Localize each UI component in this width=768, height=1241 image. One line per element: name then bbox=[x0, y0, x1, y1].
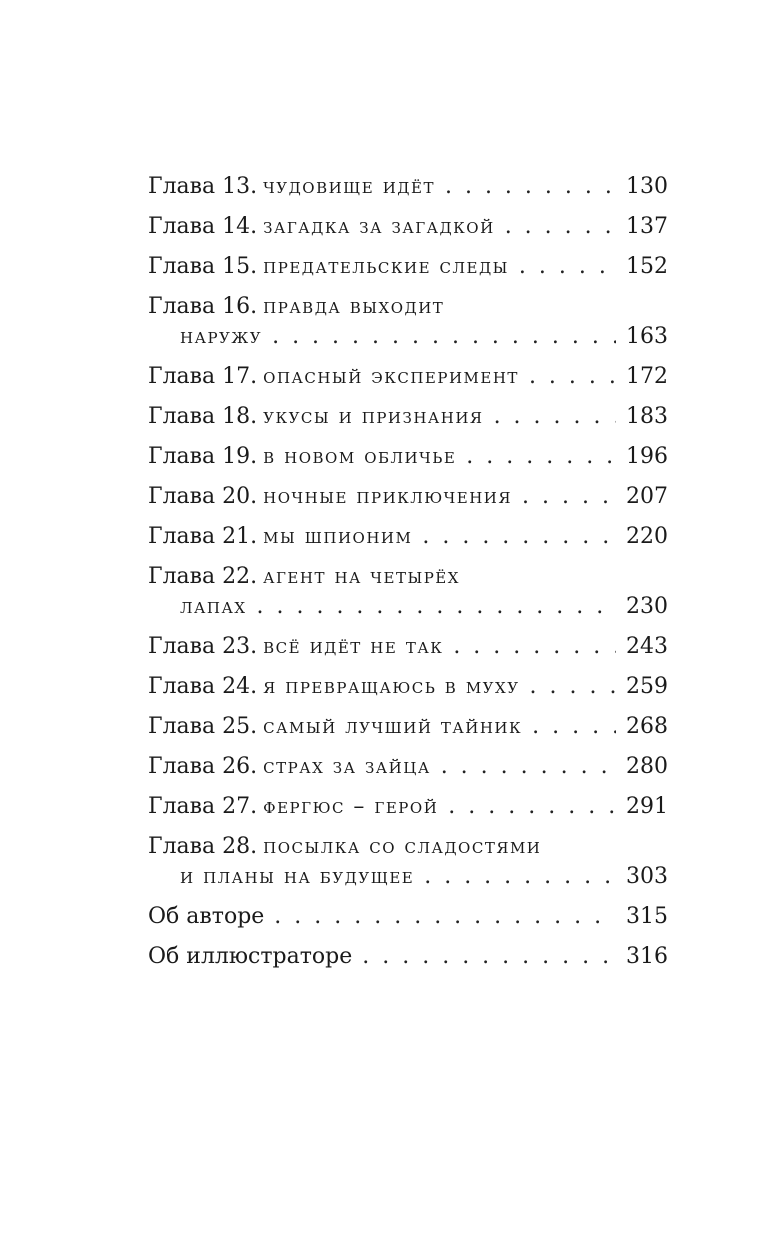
toc-line bbox=[148, 212, 668, 242]
chapter-label: Глава 25. bbox=[148, 714, 258, 739]
page-number: 172 bbox=[626, 364, 668, 389]
chapter-label: Глава 15. bbox=[148, 254, 258, 279]
chapter-title: загадка за загадкой bbox=[263, 214, 495, 239]
dot-leader bbox=[530, 672, 616, 702]
page-number: 259 bbox=[626, 674, 668, 699]
chapter-title: посылка со сладостями bbox=[263, 834, 542, 859]
dot-leader bbox=[466, 442, 616, 472]
dot-leader bbox=[532, 712, 616, 742]
chapter-label: Глава 19. bbox=[148, 444, 258, 469]
toc-line bbox=[148, 292, 668, 322]
toc-line bbox=[148, 862, 668, 892]
chapter-title: укусы и признания bbox=[263, 404, 484, 429]
chapter-title: предательские следы bbox=[263, 254, 509, 279]
dot-leader bbox=[445, 172, 616, 202]
toc-entry bbox=[148, 362, 668, 392]
page-number: 220 bbox=[626, 524, 668, 549]
dot-leader bbox=[529, 362, 616, 392]
chapter-label: Глава 14. bbox=[148, 214, 258, 239]
page-number: 130 bbox=[626, 174, 668, 199]
toc-entry bbox=[148, 792, 668, 822]
toc-line bbox=[148, 792, 668, 822]
toc-line bbox=[148, 832, 668, 862]
page-number: 291 bbox=[626, 794, 668, 819]
dot-leader bbox=[448, 792, 616, 822]
chapter-label: Глава 22. bbox=[148, 564, 258, 589]
toc-line bbox=[148, 362, 668, 392]
page-number: 316 bbox=[626, 944, 668, 969]
page-number: 207 bbox=[626, 484, 668, 509]
chapter-title: ночные приключения bbox=[263, 484, 512, 509]
chapter-title: лапах bbox=[180, 594, 247, 619]
toc-line bbox=[148, 482, 668, 512]
chapter-title: всё идёт не так bbox=[263, 634, 444, 659]
toc-line bbox=[148, 592, 668, 622]
chapter-title: я превращаюсь в муху bbox=[263, 674, 520, 699]
chapter-label: Глава 27. bbox=[148, 794, 258, 819]
page-number: 163 bbox=[626, 324, 668, 349]
chapter-label: Об иллюстраторе bbox=[148, 944, 353, 969]
toc-entry bbox=[148, 522, 668, 552]
toc-line bbox=[148, 322, 668, 352]
chapter-label: Глава 17. bbox=[148, 364, 258, 389]
dot-leader bbox=[257, 592, 617, 622]
chapter-title: правда выходит bbox=[263, 294, 445, 319]
page-number: 230 bbox=[626, 594, 668, 619]
chapter-title: в новом обличье bbox=[263, 444, 457, 469]
toc-entry bbox=[148, 752, 668, 782]
page-number: 196 bbox=[626, 444, 668, 469]
page-number: 268 bbox=[626, 714, 668, 739]
toc-entry bbox=[148, 172, 668, 202]
chapter-label: Глава 24. bbox=[148, 674, 258, 699]
page-number: 243 bbox=[626, 634, 668, 659]
toc-entry bbox=[148, 482, 668, 512]
dot-leader bbox=[422, 522, 616, 552]
chapter-label: Глава 23. bbox=[148, 634, 258, 659]
toc-line bbox=[148, 522, 668, 552]
chapter-label: Глава 20. bbox=[148, 484, 258, 509]
chapter-title: чудовище идёт bbox=[263, 174, 435, 199]
toc-entry bbox=[148, 292, 668, 352]
chapter-title: страх за зайца bbox=[263, 754, 431, 779]
dot-leader bbox=[274, 902, 616, 932]
dot-leader bbox=[453, 632, 616, 662]
dot-leader bbox=[519, 252, 616, 282]
toc-entry bbox=[148, 562, 668, 622]
chapter-title: агент на четырёх bbox=[263, 564, 460, 589]
chapter-label: Об авторе bbox=[148, 904, 265, 929]
toc-line bbox=[148, 632, 668, 662]
chapter-label: Глава 13. bbox=[148, 174, 258, 199]
toc-entry bbox=[148, 212, 668, 242]
toc-line bbox=[148, 442, 668, 472]
toc-line bbox=[148, 252, 668, 282]
chapter-label: Глава 16. bbox=[148, 294, 258, 319]
toc-entry bbox=[148, 632, 668, 662]
chapter-title: опасный эксперимент bbox=[263, 364, 519, 389]
chapter-title: самый лучший тайник bbox=[263, 714, 523, 739]
dot-leader bbox=[505, 212, 616, 242]
page-number: 280 bbox=[626, 754, 668, 779]
toc-entry bbox=[148, 832, 668, 892]
toc-line bbox=[148, 172, 668, 202]
toc-entry bbox=[148, 902, 668, 932]
chapter-label: Глава 28. bbox=[148, 834, 258, 859]
page-number: 152 bbox=[626, 254, 668, 279]
toc-entry bbox=[148, 402, 668, 432]
page-number: 183 bbox=[626, 404, 668, 429]
toc-entry bbox=[148, 252, 668, 282]
dot-leader bbox=[424, 862, 616, 892]
toc-line bbox=[148, 752, 668, 782]
page-number: 137 bbox=[626, 214, 668, 239]
toc-line bbox=[148, 942, 668, 972]
table-of-contents bbox=[148, 172, 668, 982]
toc-entry bbox=[148, 672, 668, 702]
toc-line bbox=[148, 712, 668, 742]
toc-line bbox=[148, 562, 668, 592]
chapter-title: фергюс – герой bbox=[263, 794, 439, 819]
page-number: 303 bbox=[626, 864, 668, 889]
toc-entry bbox=[148, 942, 668, 972]
chapter-title: мы шпионим bbox=[263, 524, 413, 549]
toc-entry bbox=[148, 442, 668, 472]
chapter-label: Глава 21. bbox=[148, 524, 258, 549]
dot-leader bbox=[272, 322, 616, 352]
chapter-label: Глава 18. bbox=[148, 404, 258, 429]
toc-line bbox=[148, 902, 668, 932]
toc-entry bbox=[148, 712, 668, 742]
chapter-label: Глава 26. bbox=[148, 754, 258, 779]
dot-leader bbox=[522, 482, 616, 512]
dot-leader bbox=[494, 402, 616, 432]
chapter-title: наружу bbox=[180, 324, 263, 349]
chapter-title: и планы на будущее bbox=[180, 864, 415, 889]
toc-line bbox=[148, 672, 668, 702]
dot-leader bbox=[362, 942, 616, 972]
page-number: 315 bbox=[626, 904, 668, 929]
dot-leader bbox=[441, 752, 616, 782]
toc-line bbox=[148, 402, 668, 432]
